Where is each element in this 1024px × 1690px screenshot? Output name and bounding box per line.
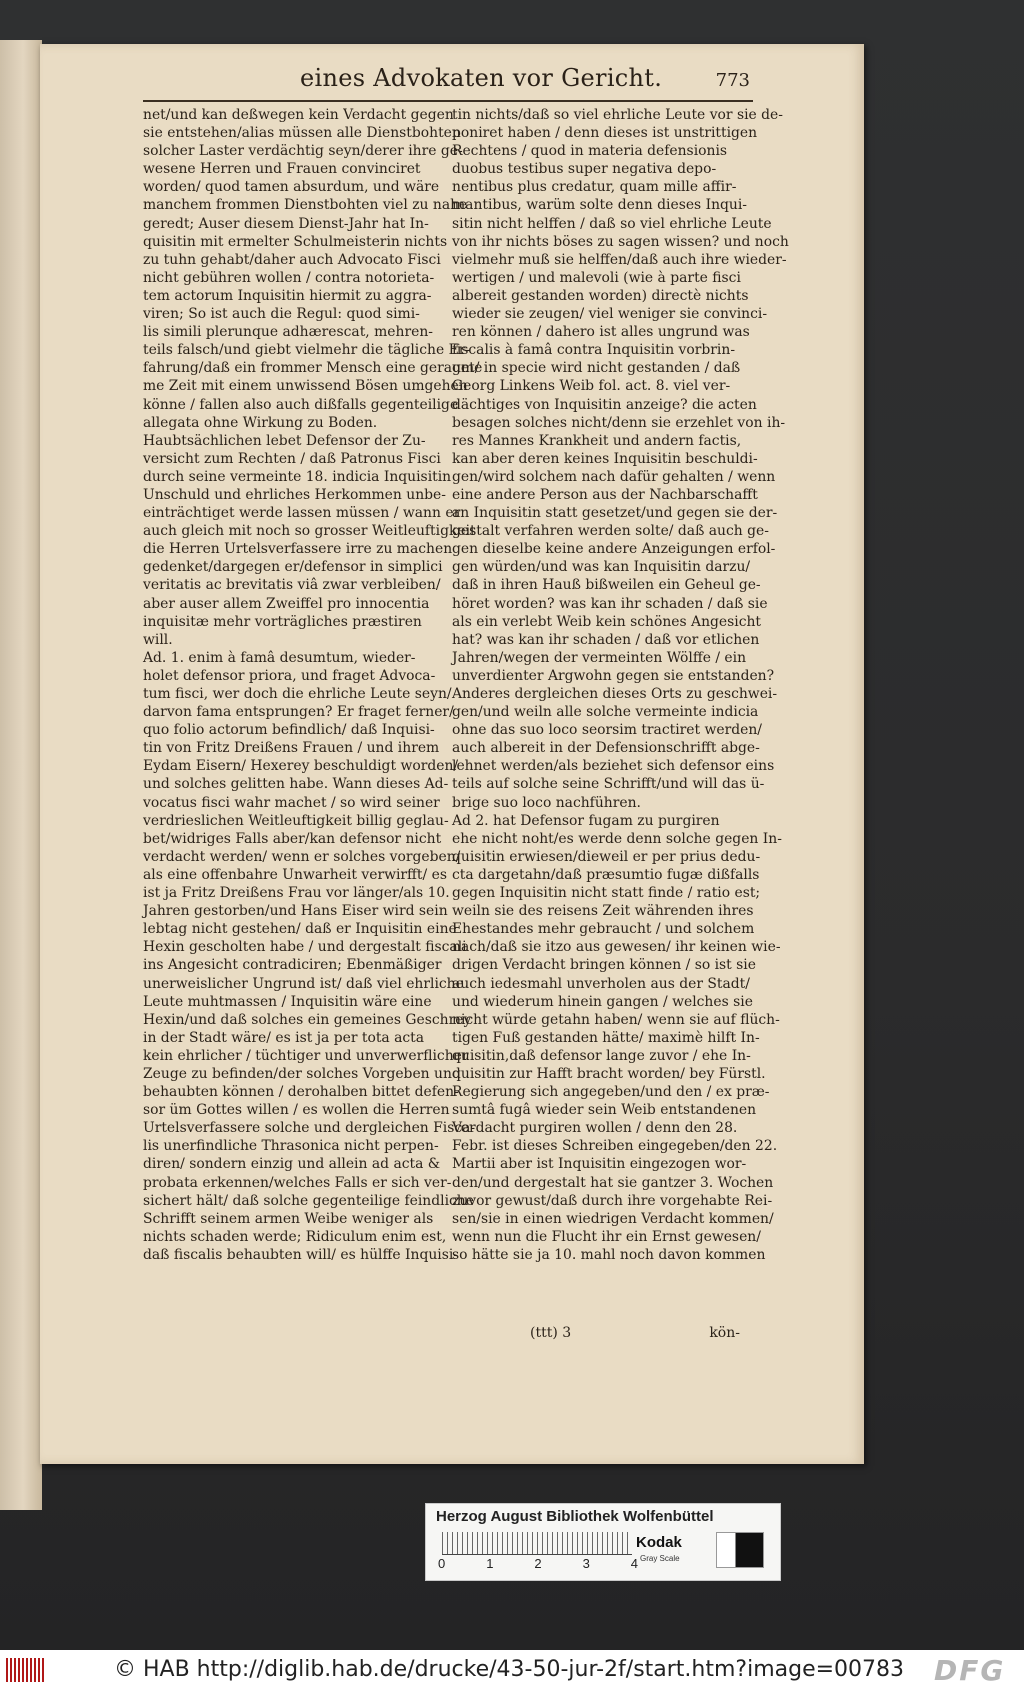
text-line: nicht gebühren wollen / contra notorieta-: [143, 269, 435, 286]
text-line: tem actorum Inquisitin hiermit zu aggra-: [143, 287, 432, 304]
text-line: sor üm Gottes willen / es wollen die Herren: [143, 1102, 450, 1119]
text-line: die Herren Urtelsverfassere irre zu machen: [143, 541, 453, 558]
text-line: Urtelsverfassere solche und dergleichen Fisca-: [143, 1120, 476, 1137]
text-line: behaubten können / derohalben bittet defen-: [143, 1084, 459, 1101]
text-line: höret worden? was kan ihr schaden / daß sie: [452, 595, 768, 612]
text-line: Hexin/und daß solches ein gemeines Geschrey: [143, 1011, 472, 1028]
text-line: lebtag nicht gestehen/ daß er Inquisitin eine: [143, 921, 457, 938]
text-line: Eydam Eisern/ Hexerey beschuldigt worden/: [143, 758, 459, 775]
text-line: solcher Laster verdächtig seyn/derer ihre ge-: [143, 143, 463, 160]
text-line: aber auser allem Zweiffel pro innocentia: [143, 595, 430, 612]
text-line: Georg Linkens Weib fol. act. 8. viel ver-: [452, 378, 731, 395]
credit-link[interactable]: © HAB http://diglib.hab.de/drucke/43-50-jur-2f/start.htm?image=00783: [114, 1657, 905, 1682]
text-line: Jahren gestorben/und Hans Eiser wird sein: [143, 903, 448, 920]
text-line: wieder sie zeugen/ viel weniger sie convinci-: [452, 306, 768, 323]
text-line: an Inquisitin statt gesetzet/und gegen sie der-: [452, 505, 778, 522]
text-line: hat? was kan ihr schaden / daß vor etlichen: [452, 631, 760, 648]
text-line: besagen solches nicht/denn sie erzehlet von ih-: [452, 414, 786, 431]
text-line: res Mannes Krankheit und andern factis,: [452, 432, 742, 449]
header-rule: [143, 100, 753, 102]
ruler-number: 2: [534, 1556, 542, 1571]
text-line: gegen Inquisitin nicht statt finde / ratio est;: [452, 885, 761, 902]
running-head: eines Advokaten vor Gericht.: [300, 64, 663, 92]
text-line: lehnet werden/als beziehet sich defensor eins: [452, 758, 775, 775]
text-line: bet/widriges Falls aber/kan defensor nicht: [143, 830, 442, 847]
text-line: Zeuge zu befinden/der solches Vorgeben und: [143, 1065, 461, 1082]
text-line: manchem frommen Dienstbohten viel zu nahe: [143, 197, 468, 214]
text-line: gen/wird solchem nach dafür gehalten / wenn: [452, 468, 776, 485]
text-line: weiln sie des reisens Zeit währenden ihres: [452, 903, 754, 920]
text-line: viren; So ist auch die Regul: quod simi-: [143, 306, 420, 323]
text-line: auch iedesmahl unverholen aus der Stadt/: [452, 975, 750, 992]
text-line: poniret haben / denn dieses ist unstrittigen: [452, 125, 758, 142]
text-line: Martii aber ist Inquisitin eingezogen wor-: [452, 1156, 747, 1173]
text-line: gestalt verfahren werden solte/ daß auch ge-: [452, 523, 769, 540]
library-name: Herzog August Bibliothek Wolfenbüttel: [436, 1508, 714, 1525]
text-line: tum fisci, wer doch die ehrliche Leute seyn/: [143, 686, 452, 702]
ruler-number: 1: [486, 1556, 494, 1571]
text-line: gen dieselbe keine andere Anzeigungen erfol-: [452, 541, 776, 558]
text-line: ehe nicht noht/es werde denn solche gegen In-: [452, 830, 782, 847]
text-line: lis unerfindliche Thrasonica nicht perpen-: [143, 1138, 439, 1155]
adjacent-leaf-edge: [0, 40, 42, 1510]
text-line: ohne das suo loco seorsim tractiret werden/: [452, 722, 762, 739]
text-line: fiscalis à famâ contra Inquisitin vorbrin-: [452, 342, 736, 359]
text-line: Ehestandes mehr gebraucht / und solchem: [452, 921, 755, 938]
ruler-number: 0: [438, 1556, 446, 1571]
text-line: Hexin gescholten habe / und dergestalt fiscali: [143, 939, 467, 956]
text-line: könne / fallen also auch dißfalls gegenteilige: [143, 396, 459, 413]
right-text-column: [452, 106, 789, 1336]
text-line: cta dargetahn/daß præsumtio fugæ dißfalls: [452, 866, 760, 883]
text-line: Leute muhtmassen / Inquisitin wäre eine: [143, 993, 432, 1010]
text-line: tigen Fuß gestanden hätte/ maximè hilft In-: [452, 1029, 760, 1046]
text-line: tin von Fritz Dreißens Frauen / und ihrem: [143, 740, 440, 757]
text-line: Verdacht purgiren wollen / denn den 28.: [452, 1120, 738, 1137]
text-line: brige suo loco nachführen.: [452, 794, 641, 811]
text-line: und wiederum hinein gangen / welches sie: [452, 993, 753, 1010]
text-line: diren/ sondern einzig und allein ad acta &: [143, 1156, 441, 1173]
text-line: drigen Verdacht bringen können / so ist sie: [452, 957, 756, 974]
text-line: als ein verlebt Weib kein schönes Angesicht: [452, 613, 762, 630]
text-line: daß in ihren Hauß bißweilen ein Geheul ge-: [452, 577, 761, 594]
gray-scale-caption: Gray Scale: [640, 1554, 680, 1563]
text-line: unerweislicher Ungrund ist/ daß viel ehrliche: [143, 975, 464, 992]
text-line: ist ja Fritz Dreißens Frau vor länger/als 10.: [143, 885, 450, 902]
text-line: albereit gestanden worden) directè nichts: [452, 287, 749, 304]
text-line: sumtâ fugâ wieder sein Weib entstandenen: [452, 1102, 757, 1119]
text-line: als eine offenbahre Unwarheit verwirfft/ es: [143, 866, 447, 883]
text-line: unverdienter Argwohn gegen sie entstanden?: [452, 667, 775, 684]
text-line: gen/und weiln alle solche vermeinte indicia: [452, 704, 759, 721]
text-line: durch seine vermeinte 18. indicia Inquisitin: [143, 468, 452, 485]
left-text-column: [143, 106, 483, 1336]
ruler-number: 3: [582, 1556, 590, 1571]
text-line: probata erkennen/welches Falls er sich ver-: [143, 1174, 452, 1191]
text-line: den/und dergestalt hat sie gantzer 3. Wochen: [452, 1174, 774, 1191]
text-line: mantibus, warüm solte denn dieses Inqui-: [452, 197, 747, 214]
text-line: Schrifft seinem armen Weibe weniger als: [143, 1210, 434, 1227]
library-color-scale-card: [425, 1503, 781, 1581]
text-line: Ad. 1. enim à famâ desumtum, wieder-: [143, 649, 416, 666]
text-line: get/ in specie wird nicht gestanden / daß: [452, 360, 741, 377]
text-line: nicht würde getahn haben/ wenn sie auf flüch-: [452, 1011, 780, 1028]
text-line: sitin nicht helffen / daß so viel ehrliche Leute: [452, 215, 772, 232]
text-line: wertigen / und malevoli (wie à parte fisci: [452, 269, 741, 286]
text-line: verdrieslichen Weitleuftigkeit billig geglau-: [143, 812, 449, 829]
ruler-number: 4: [630, 1556, 638, 1571]
text-line: einträchtiget werde lassen müssen / wann er: [143, 505, 461, 522]
gray-scale-patch: [716, 1532, 764, 1568]
text-line: inquisitæ mehr vorträgliches præstiren: [143, 613, 422, 630]
text-line: quisitin,daß defensor lange zuvor / ehe In-: [452, 1047, 751, 1064]
text-line: zuvor gewust/daß durch ihre vorgehabte Rei-: [452, 1192, 773, 1209]
text-line: kein ehrlicher / tüchtiger und unverwerflicher: [143, 1047, 469, 1064]
text-line: nichts schaden werde; Ridiculum enim est,: [143, 1228, 447, 1245]
text-line: so hätte sie ja 10. mahl noch davon kommen: [452, 1246, 766, 1263]
text-line: sie entstehen/alias müssen alle Dienstbohten: [143, 125, 461, 142]
text-line: nach/daß sie itzo aus gewesen/ ihr keinen wie-: [452, 939, 781, 956]
text-line: geredt; Auser diesem Dienst-Jahr hat In-: [143, 215, 429, 232]
text-line: tin nichts/daß so viel ehrliche Leute vor sie de-: [452, 107, 783, 123]
text-line: darvon fama entsprungen? Er fraget ferner/: [143, 704, 454, 721]
text-line: Anderes dergleichen dieses Orts zu geschwei-: [452, 686, 778, 702]
text-line: vielmehr muß sie helffen/daß auch ihre wieder-: [452, 251, 787, 268]
page-number: 773: [715, 70, 750, 91]
text-line: sichert hält/ daß solche gegenteilige feindliche: [143, 1192, 474, 1209]
text-line: worden/ quod tamen absurdum, und wäre: [143, 179, 440, 196]
text-line: Jahren/wegen der vermeinten Wölffe / ein: [452, 649, 747, 666]
text-line: teils falsch/und giebt vielmehr die tägliche Er-: [143, 342, 471, 359]
text-line: Unschuld und ehrliches Herkommen unbe-: [143, 486, 446, 503]
text-line: allegata ohne Wirkung zu Boden.: [143, 414, 378, 431]
kodak-brand: Kodak: [636, 1534, 682, 1551]
barcode-icon: [6, 1658, 46, 1682]
text-line: me Zeit mit einem unwissend Bösen umgehen: [143, 378, 468, 395]
text-line: auch gleich mit noch so grosser Weitleuftigkeit: [143, 523, 476, 540]
text-line: Rechtens / quod in materia defensionis: [452, 143, 728, 160]
text-line: sen/sie in einen wiedrigen Verdacht kommen/: [452, 1210, 774, 1227]
catchword: kön-: [709, 1325, 740, 1341]
text-line: Febr. ist dieses Schreiben eingegeben/den 22.: [452, 1138, 778, 1155]
text-line: und solches gelitten habe. Wann dieses Ad-: [143, 776, 449, 793]
text-line: Haubtsächlichen lebet Defensor der Zu-: [143, 432, 426, 449]
text-line: duobus testibus super negativa depo-: [452, 161, 717, 178]
text-line: Ad 2. hat Defensor fugam zu purgiren: [452, 812, 720, 829]
credit-footer: [0, 1650, 1024, 1690]
text-line: zu tuhn gehabt/daher auch Advocato Fisci: [143, 251, 441, 268]
text-line: lis simili plerunque adhærescat, mehren-: [143, 324, 433, 341]
text-line: versicht zum Rechten / daß Patronus Fisci: [143, 450, 441, 467]
text-line: gedenket/dargegen er/defensor in simplici: [143, 559, 443, 576]
text-line: holet defensor priora, und fraget Advoca-: [143, 667, 436, 684]
signature-mark: (ttt) 3: [530, 1325, 572, 1341]
text-line: in der Stadt wäre/ es ist ja per tota acta: [143, 1029, 425, 1046]
text-line: will.: [143, 631, 173, 648]
text-line: verdacht werden/ wenn er solches vorgeben/: [143, 848, 461, 865]
text-line: dächtiges von Inquisitin anzeige? die acten: [452, 396, 757, 413]
text-line: ins Angesicht contradiciren; Ebenmäßiger: [143, 957, 442, 974]
text-line: von ihr nichts böses zu sagen wissen? und noch: [452, 233, 789, 250]
text-line: wenn nun die Flucht ihr ein Ernst gewesen/: [452, 1228, 761, 1245]
text-line: vocatus fisci wahr machet / so wird seiner: [143, 794, 440, 811]
text-line: fahrung/daß ein frommer Mensch eine geraume: [143, 360, 483, 377]
text-line: eine andere Person aus der Nachbarschafft: [452, 486, 758, 503]
text-line: teils auf solche seine Schrifft/und will das ü-: [452, 776, 765, 793]
text-line: gen würden/und was kan Inquisitin darzu/: [452, 559, 751, 576]
text-line: nentibus plus credatur, quam mille affir-: [452, 179, 737, 196]
text-line: quisitin mit ermelter Schulmeisterin nichts: [143, 233, 448, 250]
text-line: quisitin zur Hafft bracht worden/ bey Fürstl.: [452, 1065, 766, 1082]
ruler-numbers: [438, 1556, 638, 1574]
text-line: wesene Herren und Frauen convinciret: [143, 161, 421, 178]
text-line: kan aber deren keines Inquisitin beschuldi-: [452, 450, 758, 467]
text-line: Regierung sich angegeben/und den / ex præ-: [452, 1084, 770, 1101]
text-line: ren können / dahero ist alles ungrund was: [452, 324, 750, 341]
text-line: quo folio actorum befindlich/ daß Inquisi-: [143, 722, 435, 739]
dfg-logo: DFG: [934, 1654, 1006, 1687]
text-line: auch albereit in der Defensionschrifft abge-: [452, 740, 760, 757]
text-line: quisitin erwiesen/dieweil er per prius dedu-: [452, 848, 761, 865]
text-line: daß fiscalis behaubten will/ es hülffe Inquisi-: [143, 1246, 458, 1263]
text-line: veritatis ac brevitatis viâ zwar verbleiben/: [143, 577, 441, 594]
text-line: net/und kan deßwegen kein Verdacht gegen: [143, 107, 454, 123]
ruler-scale: [442, 1532, 632, 1555]
